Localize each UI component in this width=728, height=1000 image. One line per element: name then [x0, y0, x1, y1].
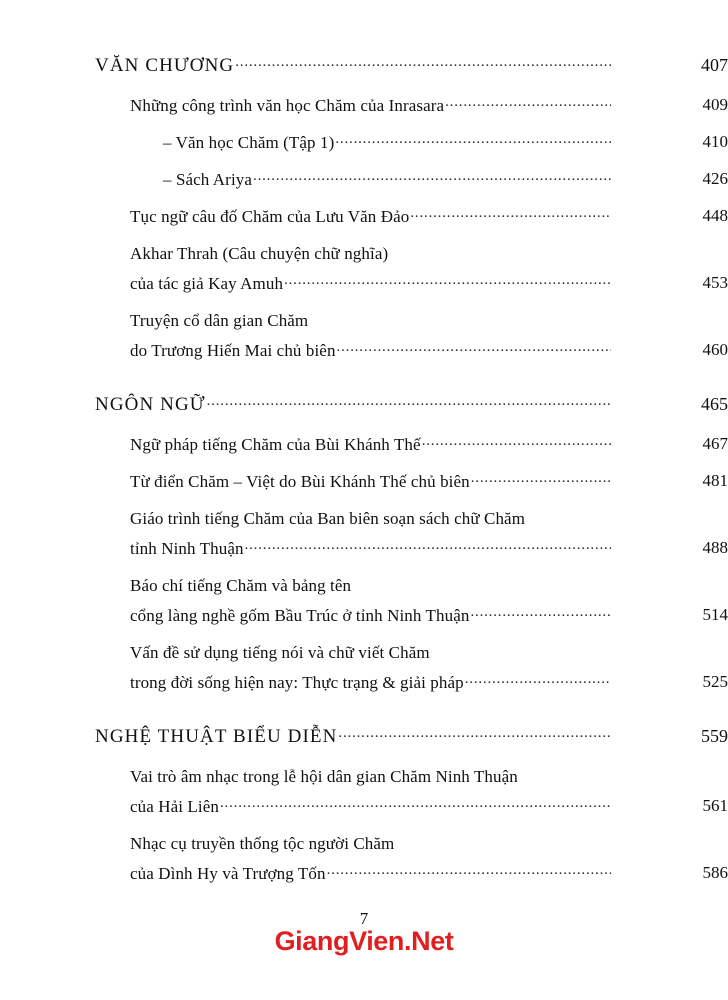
toc-entry-title: Giáo trình tiếng Chăm của Ban biên soạn sách chữ Chăm — [130, 509, 526, 528]
dot-leader — [465, 672, 611, 688]
toc-entry-row[interactable] — [0, 340, 728, 370]
toc-entry[interactable] — [0, 95, 728, 125]
toc-page-number: 453 — [702, 273, 728, 292]
toc-section-heading-row[interactable] — [0, 55, 728, 85]
toc-page-number: 514 — [702, 605, 728, 624]
dot-leader — [352, 575, 611, 591]
dot-leader — [470, 605, 611, 621]
toc-page-number: 407 — [701, 55, 728, 75]
toc-entry-title: của tác giả Kay Amuh — [130, 274, 284, 293]
toc-page-number: 488 — [702, 538, 728, 557]
toc-page-number: 409 — [702, 95, 728, 114]
page-footer — [0, 910, 728, 955]
toc-entry-row[interactable] — [0, 508, 728, 538]
toc-entry-title: Những công trình văn học Chăm của Inrasara — [130, 96, 445, 115]
dot-leader — [284, 273, 611, 289]
toc-entry-title: – Văn học Chăm (Tập 1) — [163, 133, 335, 152]
toc-entry-title: Nhạc cụ truyền thống tộc người Chăm — [130, 834, 395, 853]
dot-leader — [445, 95, 611, 111]
toc-section-title: NGÔN NGỮ — [95, 394, 206, 415]
toc-entry[interactable] — [0, 434, 728, 464]
toc-page-number: 410 — [702, 132, 728, 151]
toc-entry-title: Vấn đề sử dụng tiếng nói và chữ viết Chăm — [130, 643, 430, 662]
toc-entry[interactable] — [0, 169, 728, 199]
toc-page-number: 460 — [702, 340, 728, 359]
dot-leader — [526, 508, 611, 524]
toc-entry[interactable] — [0, 132, 728, 162]
toc-entry[interactable] — [0, 55, 728, 85]
toc-entry-row[interactable] — [0, 672, 728, 702]
toc-entry-row[interactable] — [0, 95, 728, 125]
toc-entry-row[interactable] — [0, 169, 728, 199]
dot-leader — [309, 310, 611, 326]
page-number: 7 — [359, 909, 369, 928]
toc-page-number: 481 — [702, 471, 728, 490]
toc-page-number: 467 — [702, 434, 728, 453]
toc-entry-title: tỉnh Ninh Thuận — [130, 539, 244, 558]
dot-leader — [471, 471, 611, 487]
toc-entry[interactable] — [0, 394, 728, 424]
toc-entry-title: Tục ngữ câu đố Chăm của Lưu Văn Đảo — [130, 207, 410, 226]
dot-leader — [519, 766, 611, 782]
dot-leader — [337, 340, 611, 356]
toc-entry-title: Vai trò âm nhạc trong lễ hội dân gian Chăm Ninh Thuận — [130, 767, 518, 786]
toc-entry-row[interactable] — [0, 766, 728, 796]
toc-entry-row[interactable] — [0, 575, 728, 605]
dot-leader — [253, 169, 611, 185]
toc-page-number: 525 — [702, 672, 728, 691]
toc-entry-row[interactable] — [0, 833, 728, 863]
toc-entry-row[interactable] — [0, 206, 728, 236]
dot-leader — [338, 726, 611, 742]
toc-entry-title: Từ điển Chăm – Việt do Bùi Khánh Thế chủ biên — [130, 472, 470, 491]
toc-entry-title: Akhar Thrah (Câu chuyện chữ nghĩa) — [130, 244, 389, 263]
toc-entry[interactable] — [0, 833, 728, 893]
toc-entry-title: cổng làng nghề gốm Bầu Trúc ở tỉnh Ninh Thuận — [130, 606, 470, 625]
toc-section-title: VĂN CHƯƠNG — [95, 55, 235, 76]
dot-leader — [327, 863, 611, 879]
toc-entry[interactable] — [0, 243, 728, 303]
toc-entry[interactable] — [0, 471, 728, 501]
toc-entry-title: của Hải Liên — [130, 797, 219, 816]
toc-entry-row[interactable] — [0, 642, 728, 672]
toc-entry-title: của Dình Hy và Trượng Tốn — [130, 864, 326, 883]
toc-entry-row[interactable] — [0, 471, 728, 501]
toc-entry-title: Báo chí tiếng Chăm và bảng tên — [130, 576, 352, 595]
toc-page-number: 559 — [701, 726, 728, 746]
toc-entry-row[interactable] — [0, 310, 728, 340]
toc-section-heading-row[interactable] — [0, 394, 728, 424]
toc-entry[interactable] — [0, 508, 728, 568]
toc-entry-row[interactable] — [0, 538, 728, 568]
dot-leader — [422, 434, 611, 450]
toc-entry-title: Ngữ pháp tiếng Chăm của Bùi Khánh Thế — [130, 435, 421, 454]
toc-entry-row[interactable] — [0, 796, 728, 826]
toc-page-number: 448 — [702, 206, 728, 225]
toc-entry-row[interactable] — [0, 132, 728, 162]
dot-leader — [245, 538, 611, 554]
toc-page-number: 561 — [702, 796, 728, 815]
watermark-giangvien: GiangVien.Net — [274, 926, 454, 956]
toc-entry-row[interactable] — [0, 243, 728, 273]
toc-entry-row[interactable] — [0, 434, 728, 464]
toc-page-number: 465 — [701, 394, 728, 414]
toc-entry[interactable] — [0, 206, 728, 236]
dot-leader — [395, 833, 611, 849]
dot-leader — [431, 642, 611, 658]
dot-leader — [235, 55, 611, 71]
toc-entry-row[interactable] — [0, 605, 728, 635]
toc-entry[interactable] — [0, 310, 728, 370]
toc-entry-row[interactable] — [0, 863, 728, 893]
toc-page-number: 426 — [702, 169, 728, 188]
toc-entry-title: do Trương Hiến Mai chủ biên — [130, 341, 336, 360]
dot-leader — [220, 796, 611, 812]
toc-entry-title: trong đời sống hiện nay: Thực trạng & giải pháp — [130, 673, 464, 692]
toc-page-number: 586 — [702, 863, 728, 882]
toc-entry-title: Truyện cổ dân gian Chăm — [130, 311, 309, 330]
dot-leader — [207, 394, 611, 410]
toc-entry[interactable] — [0, 575, 728, 635]
dot-leader — [389, 243, 611, 259]
toc-section-title: NGHỆ THUẬT BIỂU DIỄN — [95, 726, 338, 747]
toc-entry-row[interactable] — [0, 273, 728, 303]
dot-leader — [410, 206, 611, 222]
toc-entry[interactable] — [0, 766, 728, 826]
toc-entry[interactable] — [0, 642, 728, 702]
toc-section-heading-row[interactable] — [0, 726, 728, 756]
toc-entry-title: – Sách Ariya — [163, 170, 253, 189]
toc-entry[interactable] — [0, 726, 728, 756]
dot-leader — [335, 132, 611, 148]
